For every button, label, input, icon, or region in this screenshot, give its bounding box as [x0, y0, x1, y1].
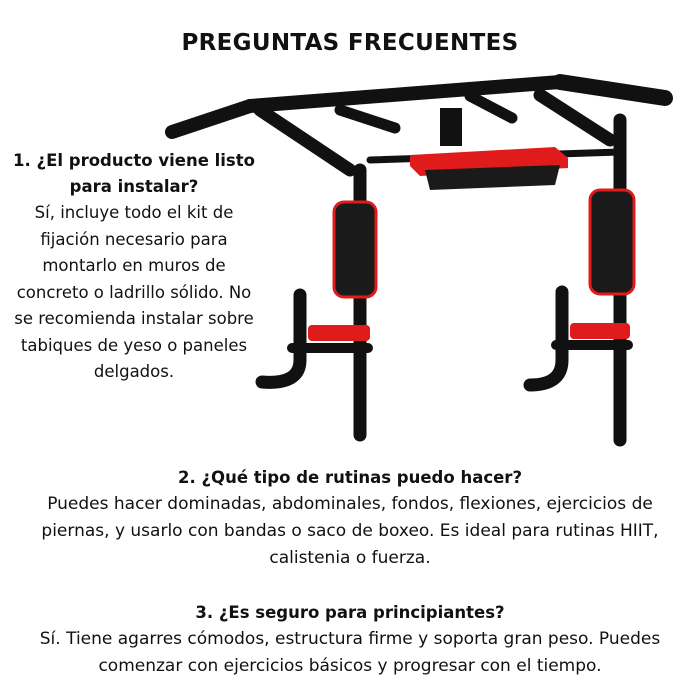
question-line: para instalar?: [69, 177, 199, 196]
answer-line: comenzar con ejercicios básicos y progresar con el tiempo.: [98, 656, 602, 676]
answer-line: fijación necesario para: [40, 229, 228, 249]
faq-item-3: [0, 600, 700, 680]
answer-line: concreto o ladrillo sólido. No: [16, 282, 252, 302]
answer-line: Sí, incluye todo el kit de: [34, 203, 234, 222]
question-line: 1. ¿El producto viene listo: [13, 151, 255, 170]
answer-line: montarlo en muros de: [42, 256, 226, 275]
faq-question: [8, 148, 260, 200]
question-line: 2. ¿Qué tipo de rutinas puedo hacer?: [177, 468, 523, 487]
answer-line: calistenia o fuerza.: [269, 548, 431, 568]
answer-line: Sí. Tiene agarres cómodos, estructura firme y soporta gran peso. Puedes: [39, 629, 661, 649]
answer-line: tabiques de yeso o paneles: [20, 335, 248, 355]
answer-line: se recomienda instalar sobre: [14, 309, 254, 328]
question-line: 3. ¿Es seguro para principiantes?: [195, 603, 505, 622]
faq-question: [0, 465, 700, 491]
answer-line: Puedes hacer dominadas, abdominales, fondos, flexiones, ejercicios de: [47, 494, 653, 514]
faq-answer: [8, 200, 260, 386]
answer-line: delgados.: [93, 362, 175, 381]
wall-bracket: [440, 108, 462, 146]
answer-line: piernas, y usarlo con bandas o saco de boxeo. Es ideal para rutinas HIIT,: [41, 521, 659, 541]
faq-item-1: [8, 148, 260, 386]
faq-question: [0, 600, 700, 626]
faq-answer: [0, 491, 700, 572]
page-title: PREGUNTAS FRECUENTES: [181, 30, 519, 56]
faq-answer: [0, 626, 700, 680]
faq-item-2: [0, 465, 700, 572]
